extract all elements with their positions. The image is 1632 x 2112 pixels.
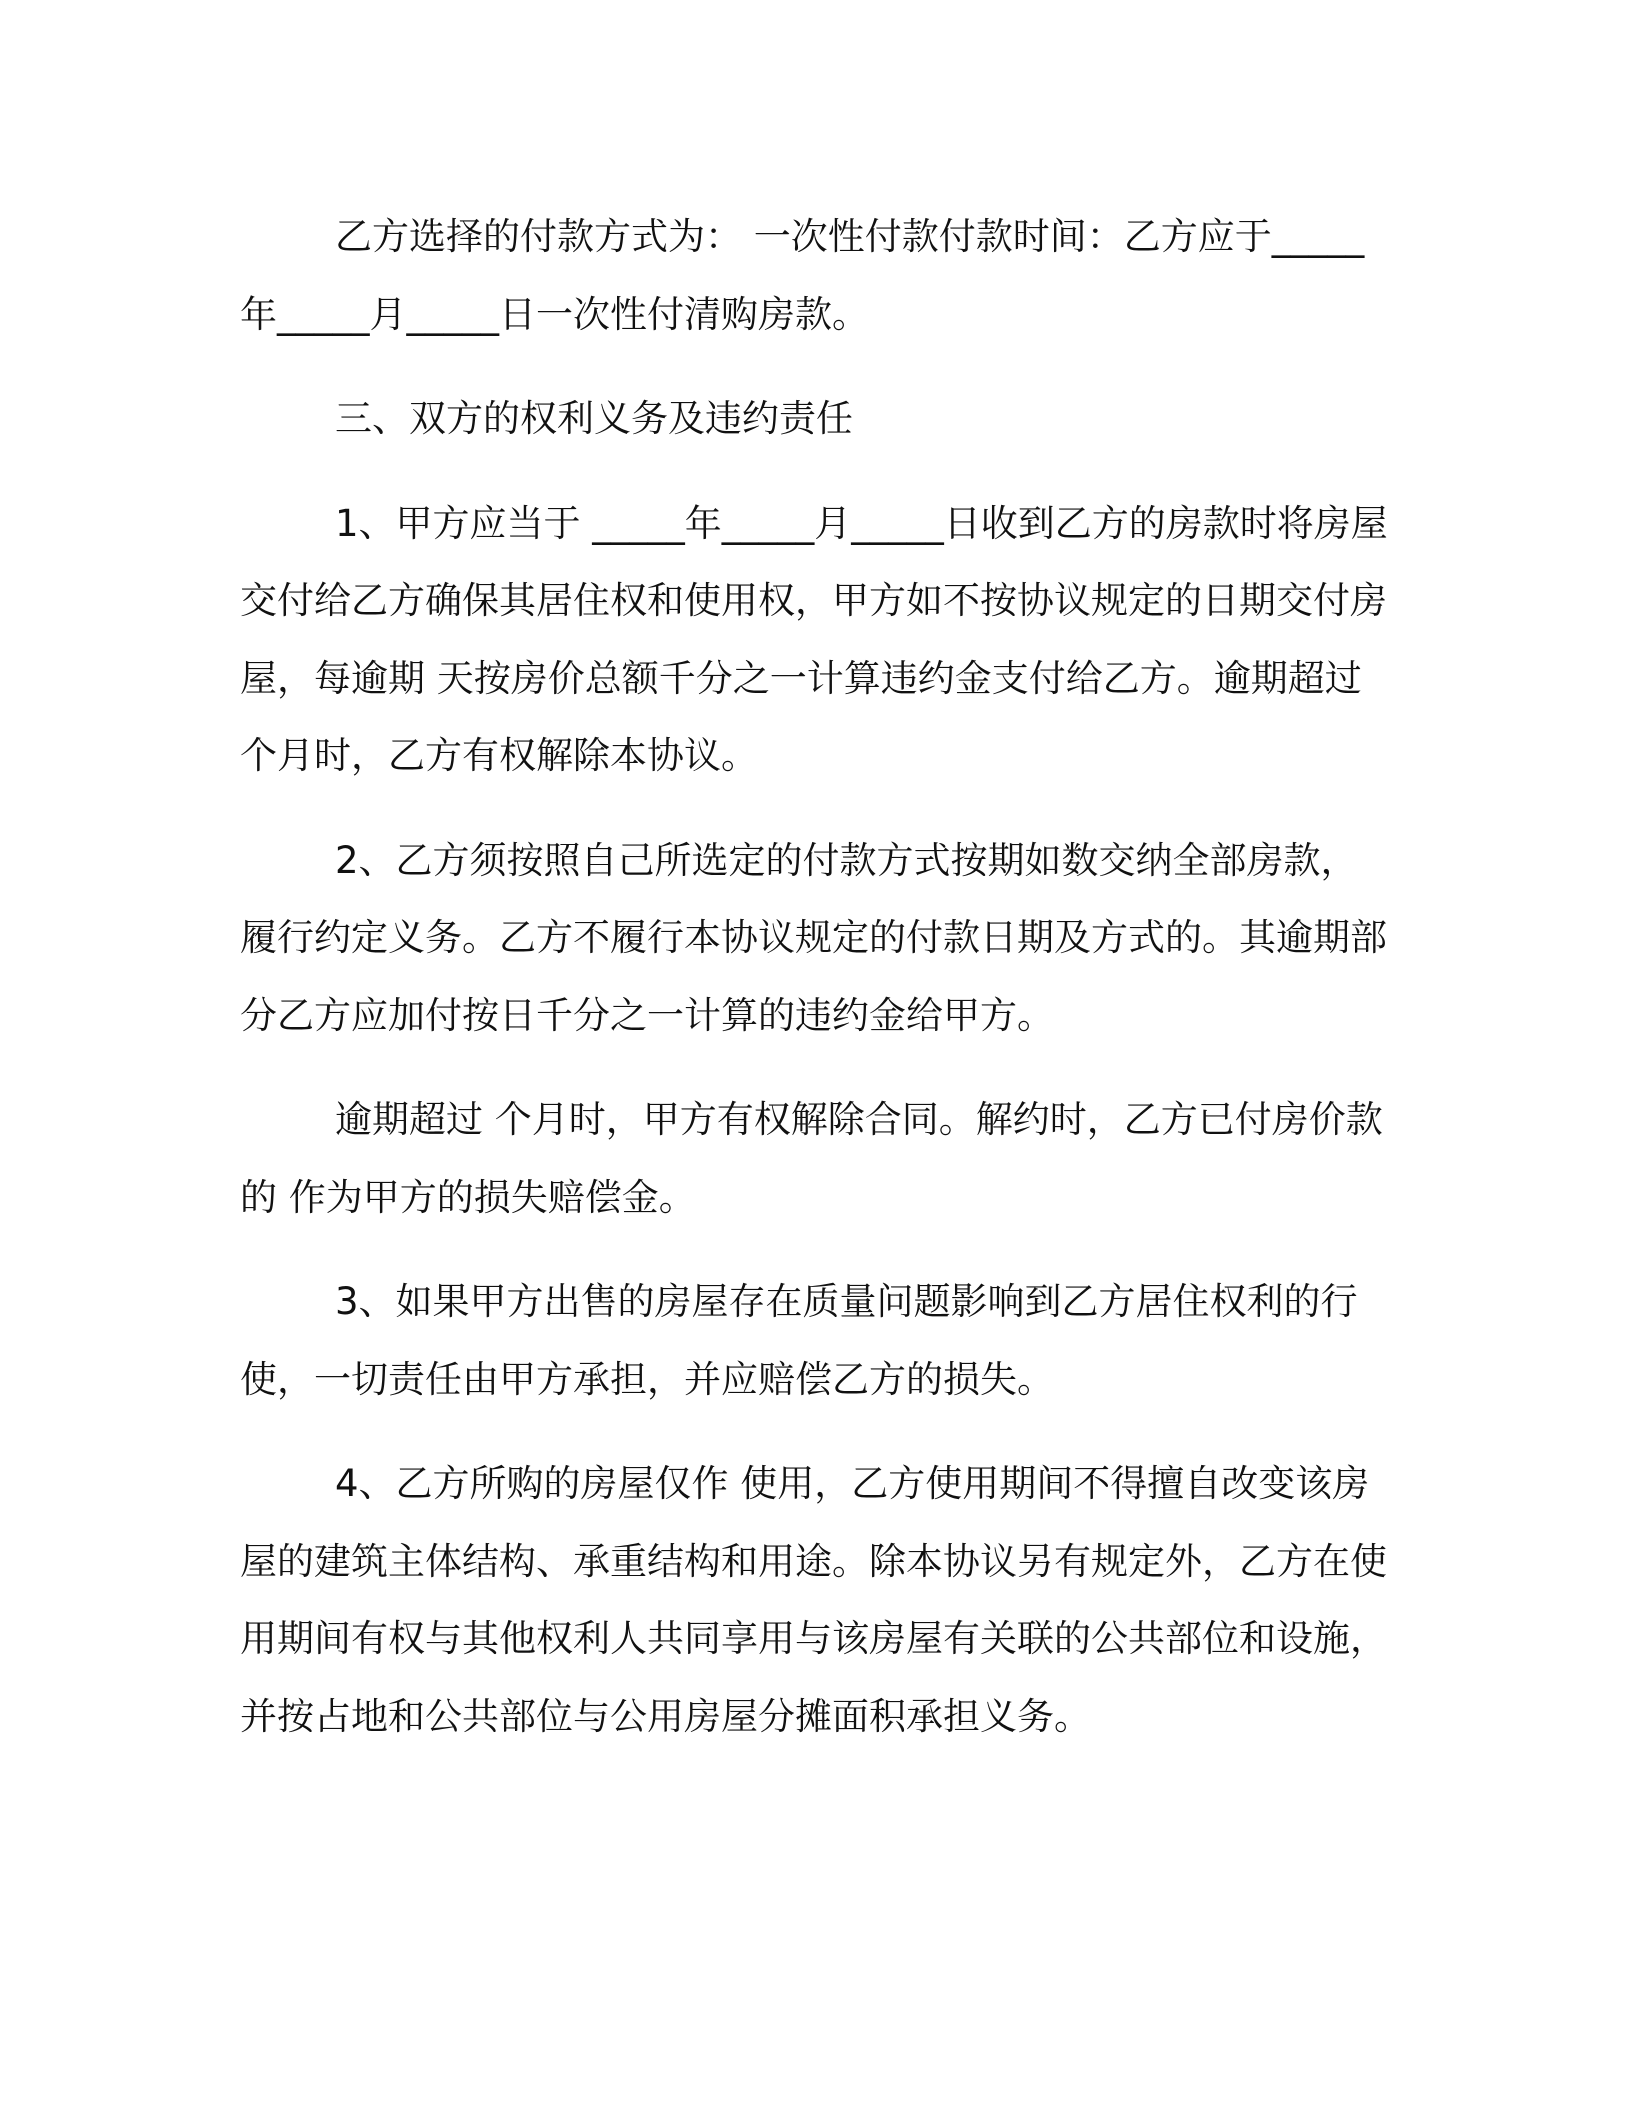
section-heading-rights-obligations: 三、双方的权利义务及违约责任 bbox=[335, 397, 853, 440]
document-body bbox=[240, 198, 1390, 1755]
clause-4-paragraph: 4、乙方所购的房屋仅作 使用，乙方使用期间不得擅自改变该房屋的建筑主体结构、承重结构和用途。除本协议另有规定外，乙方在使用期间有权与其他权利人共同享用与该房屋有关联的公共部位和设施，并按占地和公共部位与公用房屋分摊面积承担义务。 bbox=[240, 1462, 1387, 1738]
clause-1-paragraph: 1、甲方应当于 _____年_____月_____日收到乙方的房款时将房屋交付给乙方确保其居住权和使用权，甲方如不按协议规定的日期交付房屋，每逾期 天按房价总额千分之一计算违约金支付给乙方。逾期超过 个月时，乙方有权解除本协议。 bbox=[240, 501, 1388, 777]
payment-method-paragraph: 乙方选择的付款方式为： 一次性付款付款时间：乙方应于_____年_____月_____日一次性付清购房款。 bbox=[240, 215, 1365, 336]
clause-2-paragraph: 2、乙方须按照自己所选定的付款方式按期如数交纳全部房款，履行约定义务。乙方不履行本协议规定的付款日期及方式的。其逾期部分乙方应加付按日千分之一计算的违约金给甲方。 bbox=[240, 838, 1387, 1037]
overdue-termination-paragraph: 逾期超过 个月时，甲方有权解除合同。解约时，乙方已付房价款的 作为甲方的损失赔偿金。 bbox=[240, 1098, 1383, 1219]
clause-3-paragraph: 3、如果甲方出售的房屋存在质量问题影响到乙方居住权利的行使，一切责任由甲方承担，并应赔偿乙方的损失。 bbox=[240, 1280, 1358, 1401]
